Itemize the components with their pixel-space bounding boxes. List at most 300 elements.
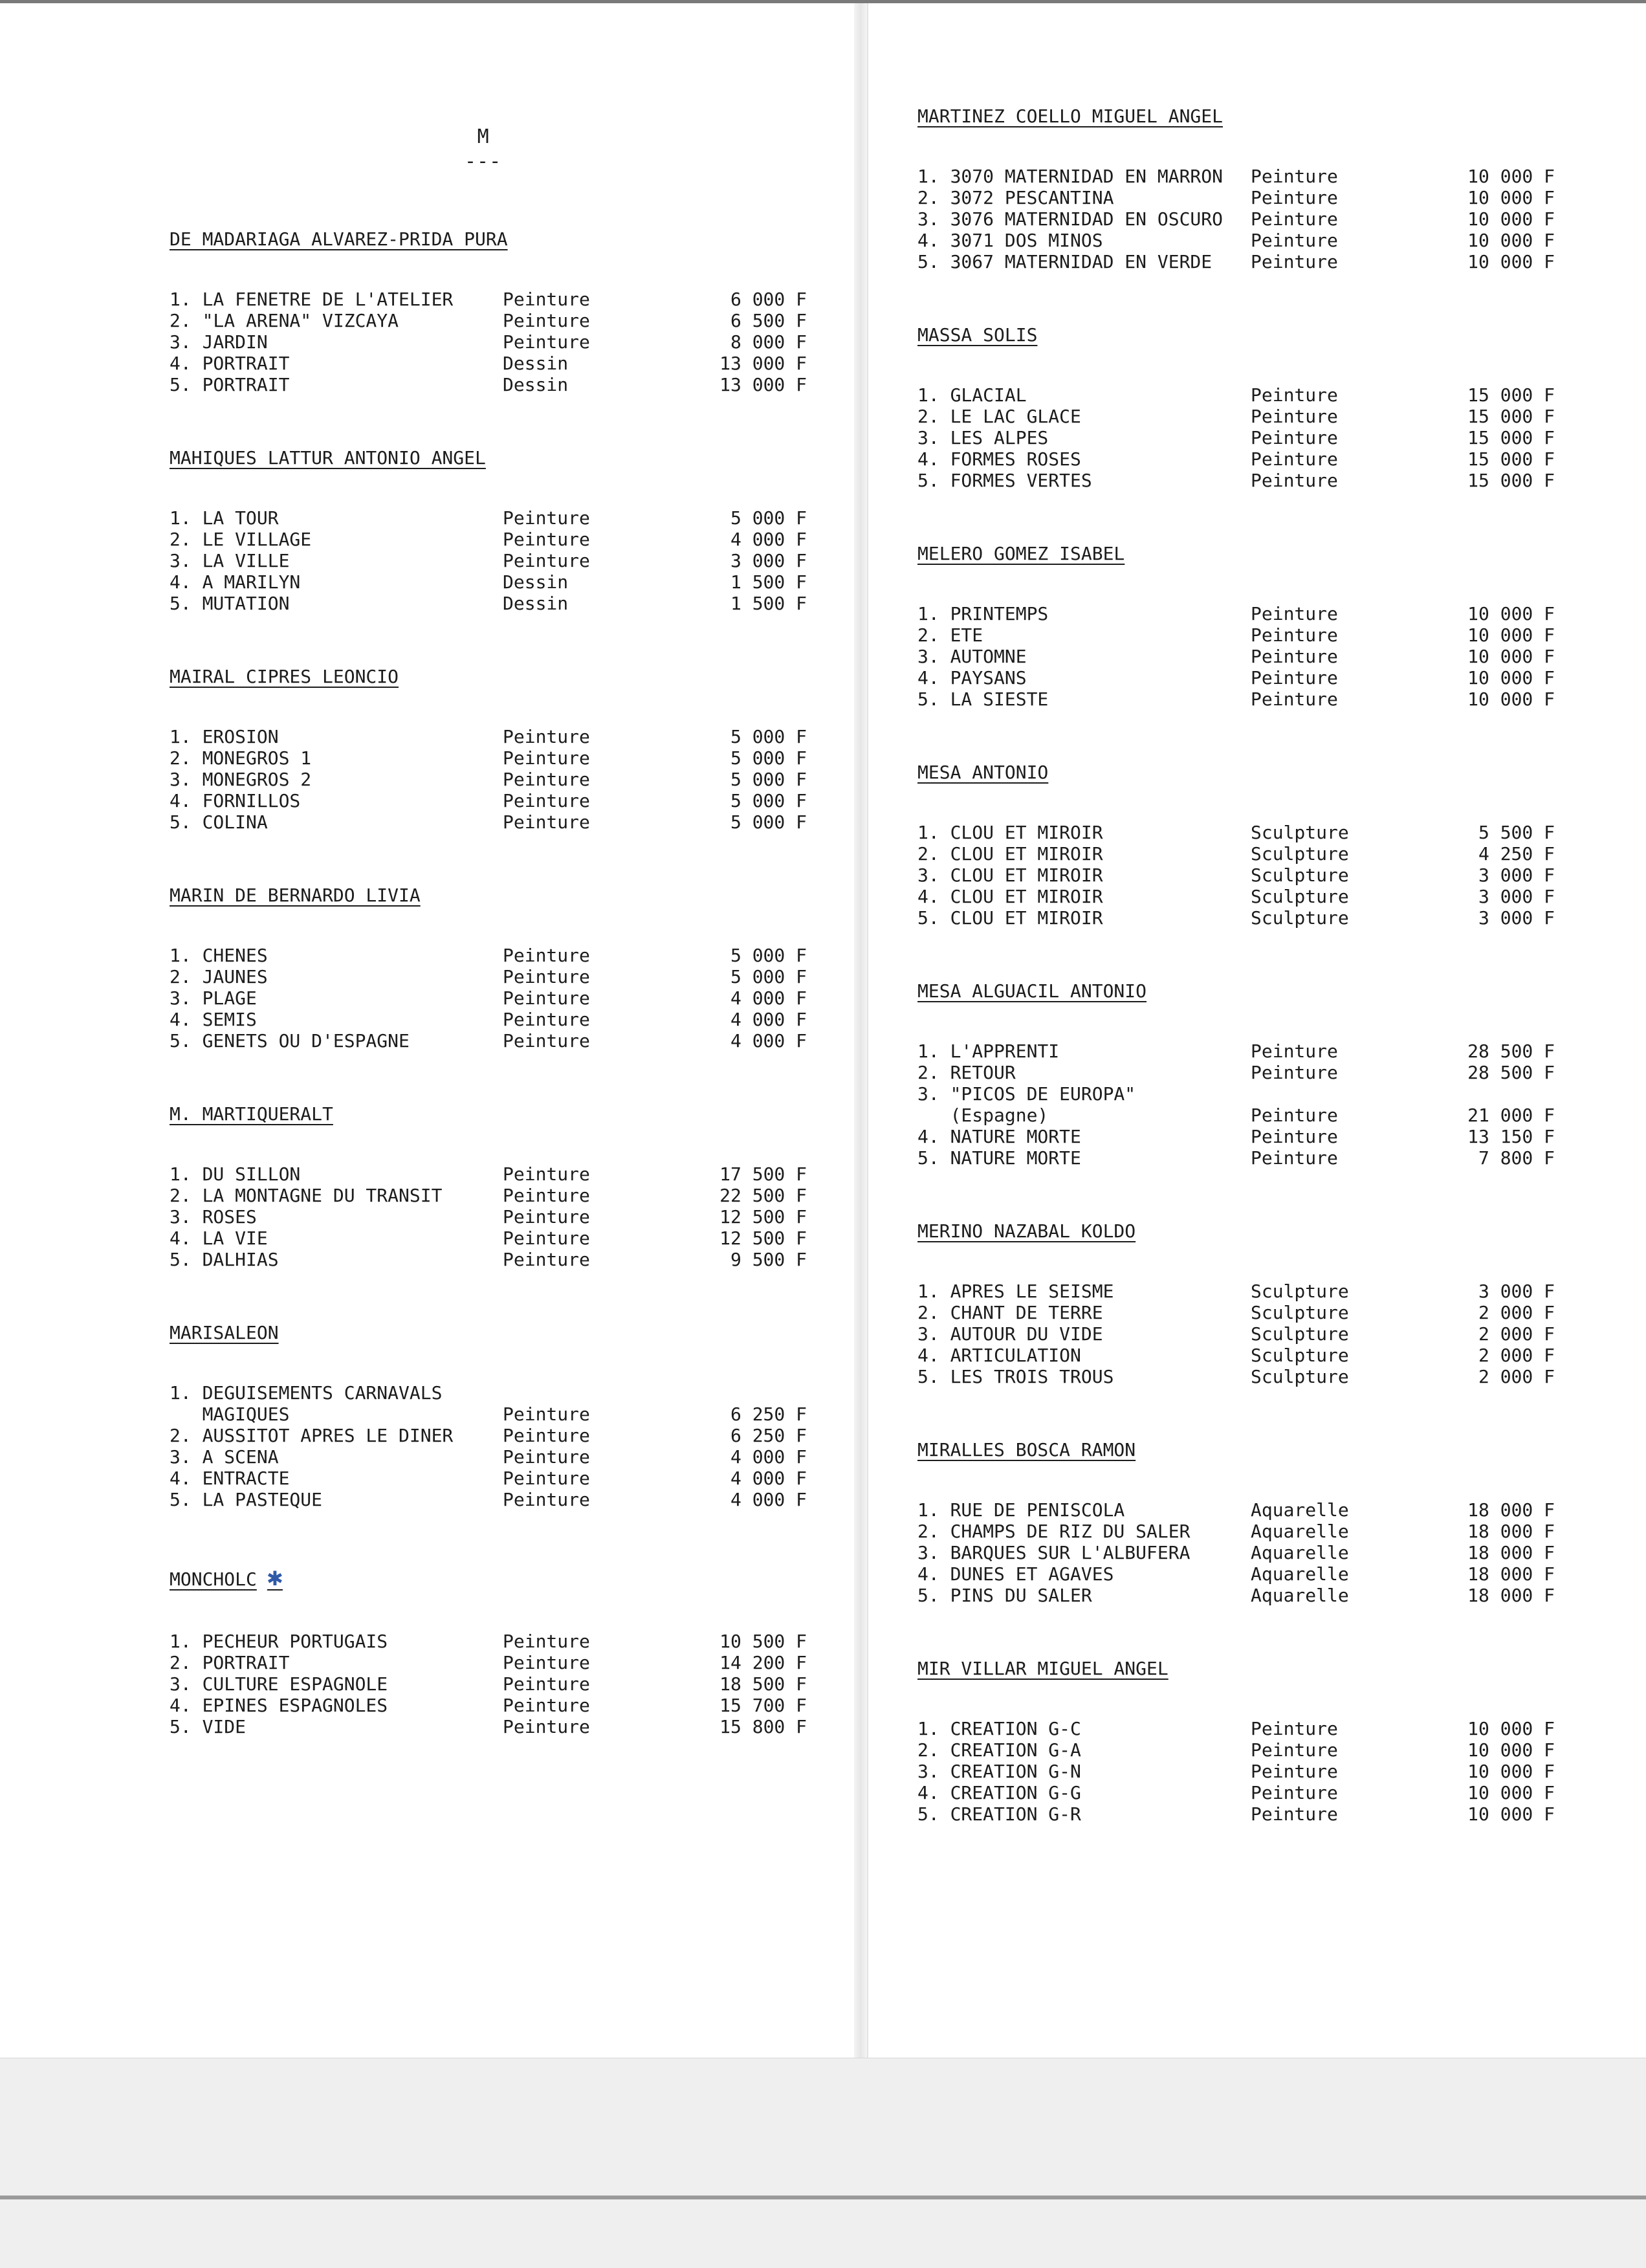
work-medium: Peinture <box>1251 1718 1338 1739</box>
work-title: 5. DALHIAS <box>170 1249 279 1270</box>
work-row <box>917 470 1564 491</box>
work-price: 6 000 F <box>730 289 807 310</box>
works-list <box>917 166 1564 272</box>
work-row <box>917 1083 1564 1105</box>
work-title: 3. JARDIN <box>170 331 268 353</box>
works-list <box>170 1382 817 1510</box>
work-price: 6 250 F <box>730 1425 807 1446</box>
work-title: 5. NATURE MORTE <box>917 1147 1081 1169</box>
section-letter <box>465 125 501 173</box>
work-medium: Peinture <box>503 769 590 790</box>
work-row <box>170 1652 817 1673</box>
work-row <box>917 1499 1564 1521</box>
work-price: 4 000 F <box>730 987 807 1009</box>
work-medium: Peinture <box>503 310 590 331</box>
work-price: 10 500 F <box>719 1631 807 1652</box>
work-title: 2. AUSSITOT APRES LE DINER <box>170 1425 454 1446</box>
works-list <box>917 384 1564 491</box>
work-price: 3 000 F <box>730 550 807 571</box>
work-row <box>917 1126 1564 1147</box>
artist-name <box>170 1103 333 1125</box>
work-medium: Peinture <box>1251 1803 1338 1825</box>
works-list <box>170 945 817 1051</box>
artist-name <box>917 105 1223 127</box>
work-title: 5. LA PASTEQUE <box>170 1489 323 1510</box>
work-price: 10 000 F <box>1467 251 1555 272</box>
works-list <box>170 507 817 614</box>
artist-name-text: MARISALEON <box>170 1322 279 1343</box>
work-row <box>170 550 817 571</box>
work-row <box>917 251 1564 272</box>
work-title: 1. CHENES <box>170 945 268 966</box>
work-title: 3. MONEGROS 2 <box>170 769 312 790</box>
work-title: 5. CREATION G-R <box>917 1803 1081 1825</box>
work-medium: Peinture <box>1251 1126 1338 1147</box>
work-title: 2. ETE <box>917 624 983 646</box>
work-row <box>170 1163 817 1185</box>
right-column <box>917 105 1564 1877</box>
work-title: 3. CREATION G-N <box>917 1761 1081 1782</box>
work-price: 5 000 F <box>730 507 807 529</box>
works-list <box>170 1631 817 1737</box>
work-medium: Aquarelle <box>1251 1585 1349 1606</box>
work-price: 10 000 F <box>1467 688 1555 710</box>
work-row <box>917 1782 1564 1803</box>
work-row <box>170 1228 817 1249</box>
work-medium: Peinture <box>1251 688 1338 710</box>
work-medium: Aquarelle <box>1251 1521 1349 1542</box>
work-title: 3. CULTURE ESPAGNOLE <box>170 1673 388 1695</box>
work-price: 10 000 F <box>1467 1761 1555 1782</box>
work-medium: Peinture <box>1251 384 1338 406</box>
work-title: 4. FORMES ROSES <box>917 448 1081 470</box>
work-medium: Peinture <box>503 1185 590 1206</box>
left-column <box>170 228 817 1789</box>
work-price: 13 150 F <box>1467 1126 1555 1147</box>
work-price: 5 000 F <box>730 945 807 966</box>
work-medium: Peinture <box>1251 208 1338 230</box>
work-medium: Sculpture <box>1251 1366 1349 1387</box>
work-medium: Peinture <box>503 1673 590 1695</box>
work-price: 4 000 F <box>730 529 807 550</box>
work-title: 4. LA VIE <box>170 1228 268 1249</box>
work-title: 3. BARQUES SUR L'ALBUFERA <box>917 1542 1191 1563</box>
work-medium: Peinture <box>503 1695 590 1716</box>
work-price: 10 000 F <box>1467 187 1555 208</box>
artist-name <box>170 1562 283 1592</box>
work-price: 5 000 F <box>730 747 807 769</box>
work-medium: Peinture <box>503 1404 590 1425</box>
work-medium: Peinture <box>1251 230 1338 251</box>
work-row <box>170 593 817 614</box>
work-title: 2. CHAMPS DE RIZ DU SALER <box>917 1521 1191 1542</box>
work-title: 2. CLOU ET MIROIR <box>917 843 1103 864</box>
work-title: 1. GLACIAL <box>917 384 1027 406</box>
artist-name <box>170 447 486 468</box>
work-price: 18 500 F <box>719 1673 807 1695</box>
work-medium: Peinture <box>1251 166 1338 187</box>
work-price: 4 000 F <box>730 1468 807 1489</box>
artist-name <box>170 1322 279 1343</box>
work-price: 15 000 F <box>1467 427 1555 448</box>
work-title: 1. CREATION G-C <box>917 1718 1081 1739</box>
work-row <box>170 811 817 833</box>
work-price: 18 000 F <box>1467 1542 1555 1563</box>
artist-entry <box>917 1658 1564 1825</box>
work-title: 5. VIDE <box>170 1716 247 1737</box>
work-title: 4. PAYSANS <box>917 667 1027 688</box>
artist-entry <box>170 228 817 395</box>
work-medium: Peinture <box>503 726 590 747</box>
work-row <box>917 1718 1564 1739</box>
work-row <box>170 1489 817 1510</box>
work-title: 5. CLOU ET MIROIR <box>917 907 1103 929</box>
work-price: 4 000 F <box>730 1446 807 1468</box>
work-price: 13 000 F <box>719 374 807 395</box>
work-row <box>917 822 1564 843</box>
work-row <box>170 571 817 593</box>
work-price: 10 000 F <box>1467 667 1555 688</box>
work-row <box>917 624 1564 646</box>
work-medium: Peinture <box>503 747 590 769</box>
work-title: 4. 3071 DOS MINOS <box>917 230 1103 251</box>
work-row <box>170 1249 817 1270</box>
work-medium: Peinture <box>1251 187 1338 208</box>
work-price: 10 000 F <box>1467 646 1555 667</box>
work-medium: Sculpture <box>1251 864 1349 886</box>
artist-name-text: M. MARTIQUERALT <box>170 1103 333 1125</box>
work-title: 3. "PICOS DE EUROPA" <box>917 1083 1136 1105</box>
artist-entry <box>170 666 817 833</box>
work-title: 4. CREATION G-G <box>917 1782 1081 1803</box>
work-price: 10 000 F <box>1467 603 1555 624</box>
work-title: 1. PECHEUR PORTUGAIS <box>170 1631 388 1652</box>
work-title: 1. CLOU ET MIROIR <box>917 822 1103 843</box>
artist-entry <box>917 324 1564 491</box>
work-row <box>917 1542 1564 1563</box>
artist-entry <box>170 447 817 614</box>
work-price: 12 500 F <box>719 1206 807 1228</box>
work-price: 5 500 F <box>1478 822 1555 843</box>
work-medium: Peinture <box>1251 1062 1338 1083</box>
work-medium: Peinture <box>503 1030 590 1051</box>
work-medium: Peinture <box>1251 1040 1338 1062</box>
work-medium: Peinture <box>1251 603 1338 624</box>
work-price: 15 700 F <box>719 1695 807 1716</box>
work-price: 6 250 F <box>730 1404 807 1425</box>
work-price: 28 500 F <box>1467 1040 1555 1062</box>
work-row <box>917 1521 1564 1542</box>
work-title: 1. 3070 MATERNIDAD EN MARRON <box>917 166 1224 187</box>
work-medium: Sculpture <box>1251 907 1349 929</box>
work-price: 18 000 F <box>1467 1585 1555 1606</box>
work-title: 3. AUTOUR DU VIDE <box>917 1323 1103 1345</box>
work-row <box>170 310 817 331</box>
artist-entry <box>917 105 1564 272</box>
work-price: 13 000 F <box>719 353 807 374</box>
work-title: 5. PINS DU SALER <box>917 1585 1092 1606</box>
work-price: 6 500 F <box>730 310 807 331</box>
work-medium: Peinture <box>503 1489 590 1510</box>
work-price: 10 000 F <box>1467 1739 1555 1761</box>
work-row <box>170 331 817 353</box>
work-medium: Peinture <box>1251 1782 1338 1803</box>
artist-name-text: MAIRAL CIPRES LEONCIO <box>170 666 399 687</box>
work-row <box>170 507 817 529</box>
work-row <box>170 726 817 747</box>
work-medium: Peinture <box>503 1468 590 1489</box>
work-medium: Peinture <box>503 507 590 529</box>
artist-name-text: MESA ALGUACIL ANTONIO <box>917 980 1147 1002</box>
artist-name-text: MERINO NAZABAL KOLDO <box>917 1220 1136 1242</box>
work-medium: Sculpture <box>1251 843 1349 864</box>
work-price: 10 000 F <box>1467 208 1555 230</box>
work-title: 5. FORMES VERTES <box>917 470 1092 491</box>
work-row <box>170 289 817 310</box>
work-row <box>917 1323 1564 1345</box>
work-medium: Peinture <box>1251 624 1338 646</box>
asterisk-mark-icon: ✱ <box>267 1562 283 1592</box>
work-medium: Peinture <box>503 790 590 811</box>
work-price: 8 000 F <box>730 331 807 353</box>
work-title: 4. NATURE MORTE <box>917 1126 1081 1147</box>
artist-entry <box>917 543 1564 710</box>
work-row <box>917 1302 1564 1323</box>
work-title: 5. GENETS OU D'ESPAGNE <box>170 1030 410 1051</box>
work-price <box>1438 1083 1555 1105</box>
work-medium: Peinture <box>503 550 590 571</box>
work-medium: Peinture <box>503 289 590 310</box>
artist-name-text: MIRALLES BOSCA RAMON <box>917 1439 1136 1460</box>
work-medium: Peinture <box>1251 667 1338 688</box>
work-row <box>170 1030 817 1051</box>
work-title: 2. CREATION G-A <box>917 1739 1081 1761</box>
artist-name-text: MESA ANTONIO <box>917 762 1049 783</box>
work-price: 7 800 F <box>1478 1147 1555 1169</box>
work-price: 4 000 F <box>730 1030 807 1051</box>
work-row <box>170 1673 817 1695</box>
work-row <box>170 1446 817 1468</box>
work-price: 18 000 F <box>1467 1563 1555 1585</box>
scanner-bed <box>0 2058 1646 2268</box>
work-title: 3. AUTOMNE <box>917 646 1027 667</box>
work-price: 10 000 F <box>1467 1803 1555 1825</box>
work-row <box>170 769 817 790</box>
work-row <box>917 1563 1564 1585</box>
work-medium: Peinture <box>1251 427 1338 448</box>
work-price: 1 500 F <box>730 571 807 593</box>
artist-entry <box>170 1103 817 1270</box>
section-letter-title: M <box>477 126 489 148</box>
work-title: 5. 3067 MATERNIDAD EN VERDE <box>917 251 1213 272</box>
work-title: 2. CHANT DE TERRE <box>917 1302 1103 1323</box>
work-medium: Peinture <box>1251 470 1338 491</box>
work-medium: Peinture <box>503 1631 590 1652</box>
work-row <box>170 1009 817 1030</box>
artist-name-text: MIR VILLAR MIGUEL ANGEL <box>917 1658 1169 1679</box>
work-medium: Peinture <box>503 1446 590 1468</box>
work-title: 5. LES TROIS TROUS <box>917 1366 1114 1387</box>
artist-name-text: MONCHOLC <box>170 1569 257 1590</box>
work-row <box>170 1185 817 1206</box>
work-price: 15 000 F <box>1467 470 1555 491</box>
work-medium: Peinture <box>503 331 590 353</box>
work-medium: Aquarelle <box>1251 1542 1349 1563</box>
work-price: 5 000 F <box>730 790 807 811</box>
artist-name-text: DE MADARIAGA ALVAREZ-PRIDA PURA <box>170 228 508 250</box>
work-price: 28 500 F <box>1467 1062 1555 1083</box>
work-row <box>170 1716 817 1737</box>
artist-name <box>170 885 421 906</box>
work-row <box>170 987 817 1009</box>
works-list <box>917 1499 1564 1606</box>
work-medium <box>1251 1083 1438 1105</box>
work-title: 1. DEGUISEMENTS CARNAVALS <box>170 1382 443 1404</box>
work-row <box>170 1425 817 1446</box>
work-title: 4. CLOU ET MIROIR <box>917 886 1103 907</box>
artist-entry <box>170 885 817 1051</box>
work-title: 2. RETOUR <box>917 1062 1016 1083</box>
work-title: 5. MUTATION <box>170 593 290 614</box>
work-title: 4. SEMIS <box>170 1009 257 1030</box>
work-row <box>917 667 1564 688</box>
artist-name <box>917 762 1048 783</box>
work-row <box>170 1382 817 1404</box>
works-list <box>917 1718 1564 1825</box>
work-medium: Dessin <box>503 374 569 395</box>
work-price: 1 500 F <box>730 593 807 614</box>
work-medium: Peinture <box>503 1009 590 1030</box>
works-list <box>917 603 1564 710</box>
work-medium: Peinture <box>503 1425 590 1446</box>
work-row <box>917 1062 1564 1083</box>
artist-name <box>170 228 508 250</box>
work-row <box>917 1040 1564 1062</box>
work-price: 2 000 F <box>1478 1302 1555 1323</box>
work-row <box>917 864 1564 886</box>
work-title: 5. LA SIESTE <box>917 688 1049 710</box>
work-price: 18 000 F <box>1467 1499 1555 1521</box>
artist-entry <box>170 1562 817 1737</box>
work-title: 2. JAUNES <box>170 966 268 987</box>
work-medium: Peinture <box>503 1249 590 1270</box>
work-title: 1. RUE DE PENISCOLA <box>917 1499 1125 1521</box>
work-title: 4. ENTRACTE <box>170 1468 290 1489</box>
work-title: 4. DUNES ET AGAVES <box>917 1563 1114 1585</box>
work-row <box>170 1468 817 1489</box>
work-row <box>170 1206 817 1228</box>
work-row <box>917 688 1564 710</box>
work-title: 4. EPINES ESPAGNOLES <box>170 1695 388 1716</box>
work-price: 5 000 F <box>730 966 807 987</box>
work-title: 4. A MARILYN <box>170 571 301 593</box>
work-row <box>917 886 1564 907</box>
work-medium: Sculpture <box>1251 1323 1349 1345</box>
artist-entry <box>170 1322 817 1510</box>
work-medium: Peinture <box>1251 1147 1338 1169</box>
work-row <box>917 1803 1564 1825</box>
work-title: 2. LE LAC GLACE <box>917 406 1081 427</box>
work-row <box>917 1345 1564 1366</box>
artist-entry <box>917 762 1564 929</box>
work-title: MAGIQUES <box>170 1404 290 1425</box>
work-medium: Dessin <box>503 353 569 374</box>
work-medium: Peinture <box>1251 646 1338 667</box>
work-title: 1. LA TOUR <box>170 507 279 529</box>
left-page <box>0 3 854 2061</box>
artist-entry <box>917 1220 1564 1387</box>
works-list <box>917 1040 1564 1169</box>
work-price: 4 000 F <box>730 1009 807 1030</box>
works-list <box>917 1281 1564 1387</box>
works-list <box>917 822 1564 929</box>
artist-name <box>917 980 1147 1002</box>
work-medium: Aquarelle <box>1251 1499 1349 1521</box>
work-row <box>917 1739 1564 1761</box>
work-medium: Peinture <box>1251 448 1338 470</box>
work-row <box>170 945 817 966</box>
work-price: 17 500 F <box>719 1163 807 1185</box>
artist-name <box>917 1439 1136 1460</box>
work-title: 2. "LA ARENA" VIZCAYA <box>170 310 399 331</box>
work-title: 3. LA VILLE <box>170 550 290 571</box>
work-medium <box>503 1382 690 1404</box>
work-medium: Sculpture <box>1251 1302 1349 1323</box>
work-price: 3 000 F <box>1478 864 1555 886</box>
work-row <box>170 1631 817 1652</box>
work-medium: Peinture <box>503 945 590 966</box>
work-medium: Peinture <box>503 966 590 987</box>
work-medium: Peinture <box>503 987 590 1009</box>
work-title: 4. FORNILLOS <box>170 790 301 811</box>
work-title: 1. L'APPRENTI <box>917 1040 1060 1062</box>
work-price: 9 500 F <box>730 1249 807 1270</box>
work-title: 2. MONEGROS 1 <box>170 747 312 769</box>
artist-name <box>170 666 399 687</box>
work-price: 15 000 F <box>1467 384 1555 406</box>
artist-entry <box>917 980 1564 1169</box>
work-title: 3. A SCENA <box>170 1446 279 1468</box>
work-row <box>917 1761 1564 1782</box>
work-price: 3 000 F <box>1478 907 1555 929</box>
work-price <box>690 1382 807 1404</box>
work-price: 10 000 F <box>1467 1718 1555 1739</box>
work-title: 5. PORTRAIT <box>170 374 290 395</box>
work-medium: Sculpture <box>1251 1345 1349 1366</box>
work-medium: Peinture <box>503 1228 590 1249</box>
work-medium: Peinture <box>503 529 590 550</box>
work-row <box>170 1404 817 1425</box>
work-row <box>170 966 817 987</box>
work-title: 2. 3072 PESCANTINA <box>917 187 1114 208</box>
work-price: 21 000 F <box>1467 1105 1555 1126</box>
artist-name <box>917 543 1125 564</box>
work-row <box>917 427 1564 448</box>
work-title: 3. 3076 MATERNIDAD EN OSCURO <box>917 208 1224 230</box>
work-row <box>917 448 1564 470</box>
work-medium: Dessin <box>503 593 569 614</box>
work-price: 3 000 F <box>1478 886 1555 907</box>
work-row <box>917 384 1564 406</box>
artist-name <box>917 1220 1136 1242</box>
works-list <box>170 1163 817 1270</box>
work-title: 3. LES ALPES <box>917 427 1049 448</box>
work-title: 2. LA MONTAGNE DU TRANSIT <box>170 1185 443 1206</box>
work-price: 18 000 F <box>1467 1521 1555 1542</box>
work-medium: Peinture <box>503 1652 590 1673</box>
work-medium: Peinture <box>503 1716 590 1737</box>
work-row <box>170 529 817 550</box>
